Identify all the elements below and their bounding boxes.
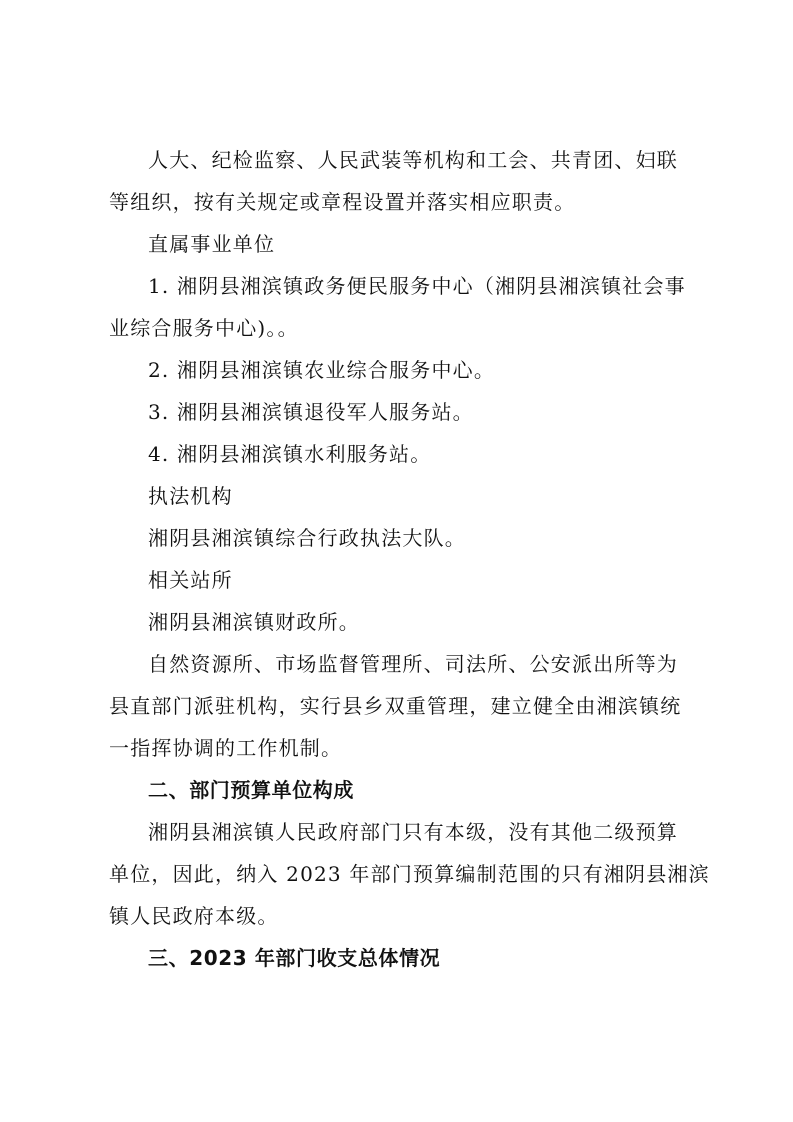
list-item: 2. 湘阴县湘滨镇农业综合服务中心。 [148,358,496,382]
paragraph-line: 县直部门派驻机构，实行县乡双重管理，建立健全由湘滨镇统 [109,694,682,718]
list-item: 1. 湘阴县湘滨镇政务便民服务中心（湘阴县湘滨镇社会事 [148,274,686,298]
paragraph-line: 湘阴县湘滨镇财政所。 [148,610,360,634]
paragraph-line: 单位，因此，纳入 2023 年部门预算编制范围的只有湘阴县湘滨 [109,862,710,886]
paragraph-line: 湘阴县湘滨镇综合行政执法大队。 [148,526,466,550]
paragraph-line: 人大、纪检监察、人民武装等机构和工会、共青团、妇联 [148,148,678,172]
list-item: 4. 湘阴县湘滨镇水利服务站。 [148,442,432,466]
paragraph-line: 一指挥协调的工作机制。 [109,736,343,760]
section-label: 直属事业单位 [148,232,276,256]
list-item: 3. 湘阴县湘滨镇退役军人服务站。 [148,400,474,424]
paragraph-line: 等组织，按有关规定或章程设置并落实相应职责。 [109,190,576,214]
section-heading: 二、部门预算单位构成 [148,778,354,802]
section-heading: 三、2023 年部门收支总体情况 [148,946,441,970]
list-item-continuation: 业综合服务中心)。。 [109,316,299,340]
section-label: 执法机构 [148,484,233,508]
paragraph-line: 自然资源所、市场监督管理所、司法所、公安派出所等为 [148,652,678,676]
section-label: 相关站所 [148,568,233,592]
paragraph-line: 湘阴县湘滨镇人民政府部门只有本级，没有其他二级预算 [148,820,678,844]
paragraph-line: 镇人民政府本级。 [109,904,279,928]
